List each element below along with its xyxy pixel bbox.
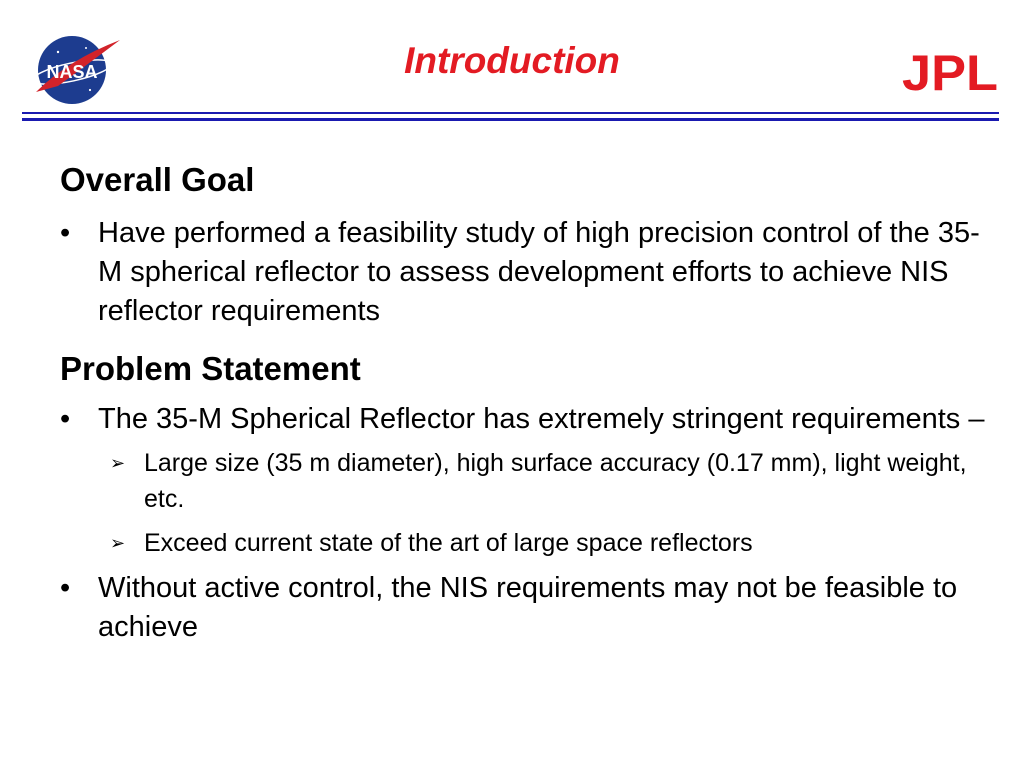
sub-bullet-text: Large size (35 m diameter), high surface accuracy (0.17 mm), light weight, etc. [144, 449, 967, 514]
section-heading-overall-goal: Overall Goal [60, 161, 255, 198]
jpl-logo-text: JPL [902, 46, 998, 96]
bullet-item [60, 214, 1000, 331]
jpl-logo [900, 46, 1000, 96]
bullet-item [60, 569, 1000, 647]
arrow-right-icon: ➢ [110, 453, 126, 474]
nasa-logo-text: NASA [46, 62, 98, 82]
bullet-dot-icon: • [60, 572, 71, 605]
bullet-dot-icon: • [60, 403, 71, 436]
page-title: Introduction [404, 40, 620, 81]
slide-body [60, 160, 1000, 647]
arrow-right-icon: ➢ [110, 533, 126, 554]
bullet-text: Without active control, the NIS requirements may not be feasible to achieve [98, 572, 958, 644]
section-heading-problem-statement: Problem Statement [60, 349, 361, 387]
sub-bullet-text: Exceed current state of the art of large space reflectors [144, 529, 753, 558]
header-divider-top [22, 112, 999, 114]
bullet-dot-icon: • [60, 216, 71, 249]
bullet-text: Have performed a feasibility study of high precision control of the 35-M spherical reflector to assess development efforts to achieve NIS reflector requirements [98, 216, 980, 327]
header-divider-bottom [22, 118, 999, 121]
sub-bullet-item [60, 525, 1000, 561]
bullet-item [60, 400, 1000, 439]
bullet-text: The 35-M Spherical Reflector has extremely stringent requirements – [98, 403, 985, 436]
sub-bullet-item [60, 445, 1000, 517]
